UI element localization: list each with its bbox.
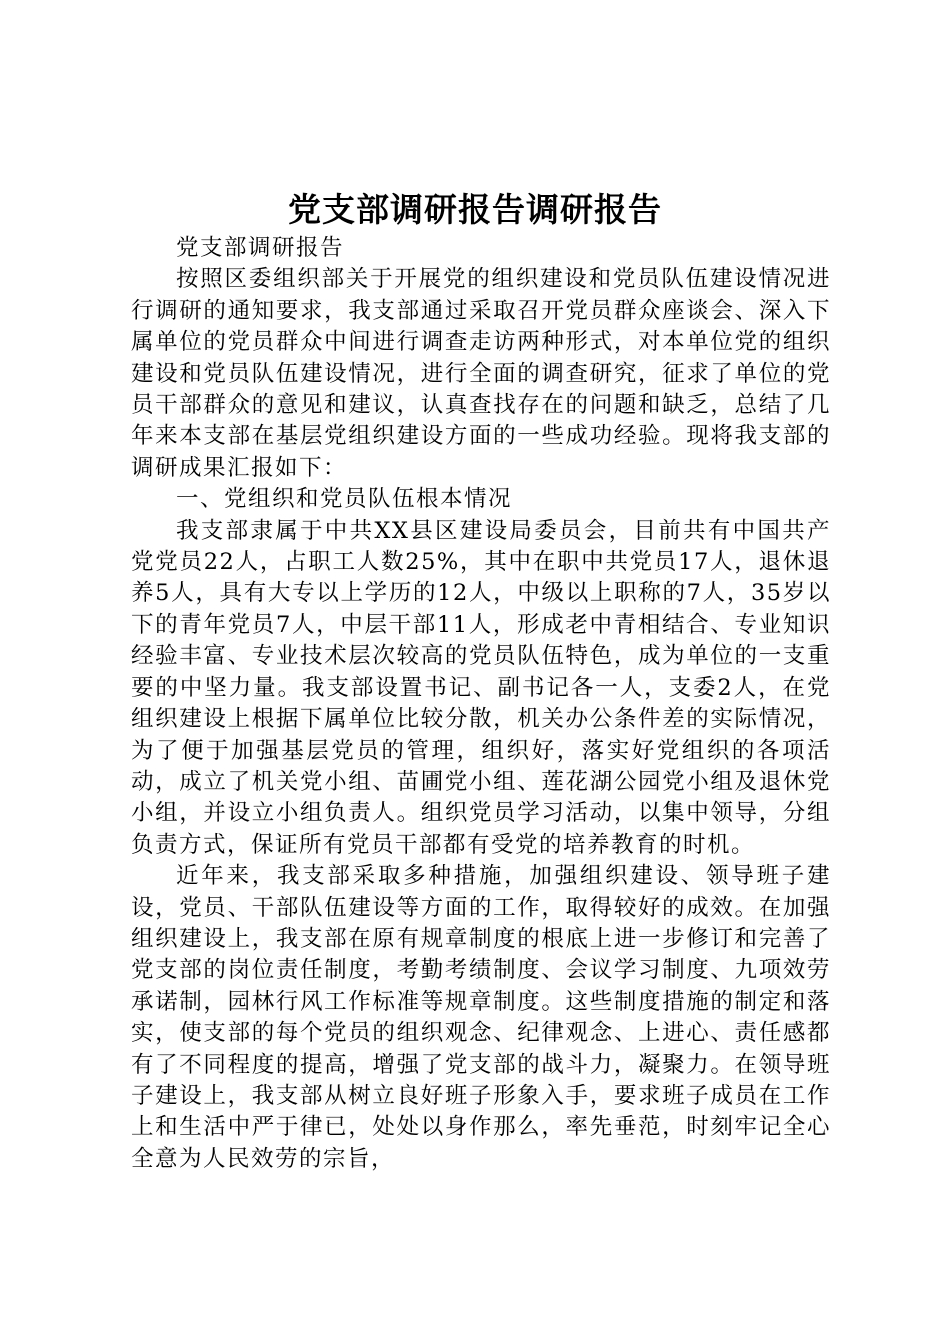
document-body	[131, 233, 831, 1175]
paragraph-basic-info: 我支部隶属于中共XX县区建设局委员会，目前共有中国共产党党员22人，占职工人数25%，其中在职中共党员17人，退休退养5人，具有大专以上学历的12人，中级以上职称的7人，35岁以下的青年党员7人，中层干部11人，形成老中青相结合、专业知识经验丰富、专业技术层次较高的党员队伍特色，成为单位的一支重要的中坚力量。我支部设置书记、副书记各一人，支委2人，在党组织建设上根据下属单位比较分散，机关办公条件差的实际情况，为了便于加强基层党员的管理，组织好，落实好党组织的各项活动，成立了机关党小组、苗圃党小组、莲花湖公园党小组及退休党小组，并设立小组负责人。组织党员学习活动，以集中领导，分组负责方式，保证所有党员干部都有受党的培养教育的时机。	[131, 517, 831, 858]
page-title: 党支部调研报告调研报告	[288, 190, 662, 229]
paragraph-recent-years: 近年来，我支部采取多种措施，加强组织建设、领导班子建设，党员、干部队伍建设等方面的工作，取得较好的成效。在加强组织建设上，我支部在原有规章制度的根底上进一步修订和完善了党支部的岗位责任制度，考勤考绩制度、会议学习制度、九项效劳承诺制，园林行风工作标准等规章制度。这些制度措施的制定和落实，使支部的每个党员的组织观念、纪律观念、上进心、责任感都有了不同程度的提高，增强了党支部的战斗力，凝聚力。在领导班子建设上，我支部从树立良好班子形象入手，要求班子成员在工作上和生活中严于律已，处处以身作那么，率先垂范，时刻牢记全心全意为人民效劳的宗旨，	[131, 863, 831, 1172]
paragraph-intro: 按照区委组织部关于开展党的组织建设和党员队伍建设情况进行调研的通知要求，我支部通过采取召开党员群众座谈会、深入下属单位的党员群众中间进行调查走访两种形式，对本单位党的组织建设和党员队伍建设情况，进行全面的调查研究，征求了单位的党员干部群众的意见和建议，认真查找存在的问题和缺乏，总结了几年来本支部在基层党组织建设方面的一些成功经验。现将我支部的调研成果汇报如下：	[131, 266, 831, 481]
section-heading: 一、党组织和党员队伍根本情况	[176, 486, 513, 513]
paragraph-subtitle: 党支部调研报告	[176, 235, 345, 261]
